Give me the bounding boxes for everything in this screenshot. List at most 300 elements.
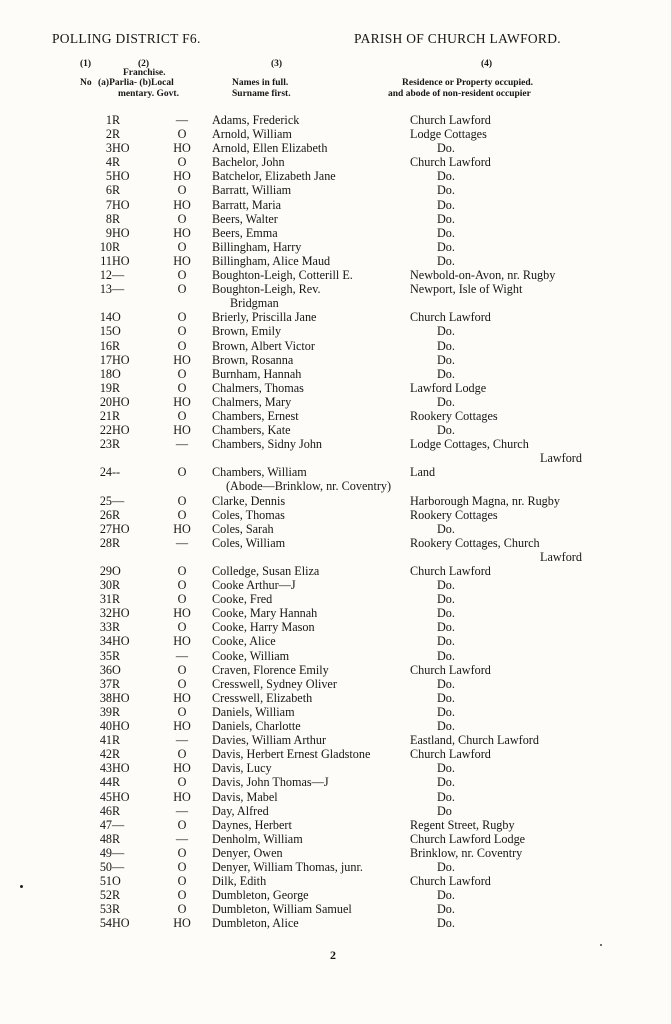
parliamentary-franchise: R bbox=[112, 902, 121, 917]
local-govt-franchise: O bbox=[177, 183, 187, 198]
elector-name: Cresswell, Elizabeth bbox=[212, 690, 313, 705]
elector-name: Brown, Rosanna bbox=[212, 352, 294, 367]
local-govt-franchise: O bbox=[177, 676, 187, 691]
residence: Land bbox=[410, 465, 436, 480]
elector-name: Daniels, Charlotte bbox=[212, 719, 301, 734]
local-govt-franchise: HO bbox=[173, 690, 191, 705]
local-govt-franchise: HO bbox=[173, 719, 191, 734]
local-govt-franchise: O bbox=[177, 380, 187, 395]
parliamentary-franchise: HO bbox=[112, 253, 130, 268]
parliamentary-franchise: R bbox=[112, 803, 121, 818]
residence: Do. bbox=[437, 211, 455, 226]
elector-number: 6 bbox=[105, 183, 112, 198]
parliamentary-franchise: HO bbox=[112, 169, 130, 184]
elector-row bbox=[0, 169, 671, 183]
elector-name: Denyer, Owen bbox=[212, 845, 283, 860]
elector-number: 27 bbox=[99, 521, 112, 536]
elector-number: 41 bbox=[99, 733, 112, 748]
residence: Do. bbox=[437, 761, 455, 776]
elector-number: 30 bbox=[99, 578, 112, 593]
elector-name: Cooke, Alice bbox=[212, 634, 276, 649]
parliamentary-franchise: -- bbox=[112, 465, 121, 480]
parliamentary-franchise: HO bbox=[112, 916, 130, 931]
elector-row bbox=[0, 705, 671, 719]
elector-number: 43 bbox=[99, 761, 112, 776]
elector-name: Chambers, Ernest bbox=[212, 408, 299, 423]
elector-number: 39 bbox=[99, 704, 112, 719]
local-govt-franchise: O bbox=[177, 366, 187, 381]
elector-row bbox=[0, 888, 671, 902]
local-govt-franchise: — bbox=[175, 535, 189, 550]
elector-name: Craven, Florence Emily bbox=[212, 662, 329, 677]
local-govt-franchise: O bbox=[177, 408, 187, 423]
parliamentary-franchise: R bbox=[112, 620, 121, 635]
residence: Do. bbox=[437, 141, 455, 156]
local-govt-franchise: HO bbox=[173, 169, 191, 184]
elector-name: Coles, Thomas bbox=[212, 507, 285, 522]
local-govt-franchise: O bbox=[177, 817, 187, 832]
residence: Church Lawford bbox=[410, 662, 491, 677]
ink-speck bbox=[600, 944, 602, 946]
residence: Do. bbox=[437, 775, 455, 790]
elector-row bbox=[0, 465, 671, 493]
elector-row bbox=[0, 494, 671, 508]
residence: Do. bbox=[437, 916, 455, 931]
elector-name: Brown, Emily bbox=[212, 324, 282, 339]
residence: Brinklow, nr. Coventry bbox=[410, 845, 523, 860]
elector-name: Beers, Walter bbox=[212, 211, 278, 226]
parliamentary-franchise: — bbox=[112, 282, 125, 297]
elector-name-continued: Bridgman bbox=[230, 296, 279, 311]
parliamentary-franchise: R bbox=[112, 211, 121, 226]
elector-row bbox=[0, 324, 671, 338]
residence: Do. bbox=[437, 253, 455, 268]
parliamentary-franchise: HO bbox=[112, 606, 130, 621]
elector-number: 23 bbox=[99, 437, 112, 452]
local-govt-franchise: O bbox=[177, 282, 187, 297]
elector-row bbox=[0, 733, 671, 747]
local-govt-franchise: O bbox=[177, 211, 187, 226]
residence: Church Lawford Lodge bbox=[410, 831, 526, 846]
residence: Church Lawford bbox=[410, 113, 491, 127]
elector-name: Arnold, William bbox=[212, 127, 292, 142]
residence: Church Lawford bbox=[410, 747, 491, 762]
parliamentary-franchise: R bbox=[112, 380, 121, 395]
elector-number: 45 bbox=[99, 789, 112, 804]
parliamentary-franchise: R bbox=[112, 648, 121, 663]
elector-row bbox=[0, 761, 671, 775]
elector-row bbox=[0, 282, 671, 310]
parliamentary-franchise: R bbox=[112, 113, 121, 127]
parliamentary-franchise: R bbox=[112, 831, 121, 846]
parliamentary-franchise: O bbox=[112, 310, 121, 325]
residence: Do. bbox=[437, 704, 455, 719]
column-number-1: (1) bbox=[80, 59, 92, 69]
local-govt-franchise: O bbox=[177, 507, 187, 522]
residence: Do. bbox=[437, 423, 455, 438]
elector-row bbox=[0, 155, 671, 169]
local-govt-franchise: HO bbox=[173, 197, 191, 212]
parliamentary-franchise: R bbox=[112, 183, 121, 198]
elector-name: Boughton-Leigh, Rev. bbox=[212, 282, 321, 297]
elector-name: Brierly, Priscilla Jane bbox=[212, 310, 317, 325]
parliamentary-franchise: HO bbox=[112, 521, 130, 536]
elector-number: 15 bbox=[99, 324, 112, 339]
residence: Do. bbox=[437, 719, 455, 734]
elector-number: 32 bbox=[99, 606, 112, 621]
elector-name: Daniels, William bbox=[212, 704, 295, 719]
elector-row bbox=[0, 606, 671, 620]
elector-number: 21 bbox=[99, 408, 112, 423]
local-govt-franchise: HO bbox=[173, 394, 191, 409]
parliamentary-franchise: — bbox=[112, 817, 125, 832]
residence: Do. bbox=[437, 394, 455, 409]
elector-row bbox=[0, 268, 671, 282]
elector-number: 7 bbox=[105, 197, 112, 212]
elector-number: 11 bbox=[100, 253, 112, 268]
elector-row bbox=[0, 790, 671, 804]
elector-name: Cooke, Harry Mason bbox=[212, 620, 315, 635]
names-header-line-2: Surname first. bbox=[232, 89, 291, 99]
elector-row bbox=[0, 649, 671, 663]
residence-header-line-1: Residence or Property occupied. bbox=[402, 78, 534, 88]
residence: Do. bbox=[437, 634, 455, 649]
elector-name: Brown, Albert Victor bbox=[212, 338, 315, 353]
ink-speck bbox=[20, 885, 23, 888]
parliamentary-franchise: HO bbox=[112, 394, 130, 409]
parliamentary-franchise: R bbox=[112, 704, 121, 719]
residence: Do. bbox=[437, 648, 455, 663]
elector-name: Cooke Arthur—J bbox=[212, 578, 296, 593]
residence: Do. bbox=[437, 366, 455, 381]
elector-number: 46 bbox=[99, 803, 112, 818]
elector-number: 48 bbox=[99, 831, 112, 846]
elector-name: Davis, Herbert Ernest Gladstone bbox=[212, 747, 371, 762]
elector-name: Dumbleton, William Samuel bbox=[212, 902, 352, 917]
parliamentary-franchise: R bbox=[112, 408, 121, 423]
local-govt-franchise: O bbox=[177, 747, 187, 762]
elector-name: Billingham, Harry bbox=[212, 239, 302, 254]
residence: Do. bbox=[437, 620, 455, 635]
residence: Do. bbox=[437, 239, 455, 254]
elector-row bbox=[0, 860, 671, 874]
elector-row bbox=[0, 916, 671, 930]
elector-number: 33 bbox=[99, 620, 112, 635]
local-govt-franchise: HO bbox=[173, 225, 191, 240]
elector-number: 1 bbox=[105, 113, 112, 127]
residence-continued: Lawford bbox=[540, 451, 582, 466]
elector-name: Batchelor, Elizabeth Jane bbox=[212, 169, 336, 184]
elector-number: 40 bbox=[99, 719, 112, 734]
elector-row bbox=[0, 240, 671, 254]
elector-name: Colledge, Susan Eliza bbox=[212, 564, 320, 578]
residence: Do. bbox=[437, 338, 455, 353]
residence: Do. bbox=[437, 197, 455, 212]
elector-row bbox=[0, 113, 671, 127]
residence: Rookery Cottages, Church bbox=[410, 535, 540, 550]
elector-row bbox=[0, 902, 671, 916]
parliamentary-franchise: HO bbox=[112, 197, 130, 212]
residence: Regent Street, Rugby bbox=[410, 817, 515, 832]
residence: Harborough Magna, nr. Rugby bbox=[410, 493, 560, 508]
elector-row bbox=[0, 381, 671, 395]
elector-name: Cooke, Mary Hannah bbox=[212, 606, 318, 621]
elector-name: Cooke, William bbox=[212, 648, 290, 663]
elector-name: Adams, Frederick bbox=[212, 113, 300, 127]
polling-district-header: POLLING DISTRICT F6. bbox=[52, 31, 201, 46]
residence: Newport, Isle of Wight bbox=[410, 282, 523, 297]
local-govt-franchise: O bbox=[177, 592, 187, 607]
elector-row bbox=[0, 578, 671, 592]
elector-name: Denholm, William bbox=[212, 831, 303, 846]
elector-number: 53 bbox=[99, 902, 112, 917]
parliamentary-franchise: HO bbox=[112, 141, 130, 156]
elector-name: Beers, Emma bbox=[212, 225, 278, 240]
residence: Do. bbox=[437, 592, 455, 607]
elector-number: 54 bbox=[99, 916, 112, 931]
elector-name: Cooke, Fred bbox=[212, 592, 273, 607]
residence-continued: Lawford bbox=[540, 549, 582, 564]
parliamentary-franchise: R bbox=[112, 535, 121, 550]
residence: Do. bbox=[437, 352, 455, 367]
residence: Do. bbox=[437, 169, 455, 184]
elector-name: Chambers, Sidny John bbox=[212, 437, 323, 452]
parliamentary-franchise: O bbox=[112, 662, 121, 677]
elector-number: 10 bbox=[99, 239, 112, 254]
parliamentary-franchise: R bbox=[112, 592, 121, 607]
elector-number: 18 bbox=[99, 366, 112, 381]
elector-row bbox=[0, 775, 671, 789]
elector-list bbox=[0, 113, 671, 930]
elector-row bbox=[0, 212, 671, 226]
elector-row bbox=[0, 536, 671, 564]
elector-number: 14 bbox=[99, 310, 112, 325]
elector-row bbox=[0, 367, 671, 381]
elector-number: 34 bbox=[99, 634, 112, 649]
names-header-line-1: Names in full. bbox=[232, 78, 289, 88]
local-govt-franchise: HO bbox=[173, 141, 191, 156]
elector-number: 22 bbox=[99, 423, 112, 438]
residence: Rookery Cottages bbox=[410, 408, 498, 423]
elector-row bbox=[0, 423, 671, 437]
residence: Church Lawford bbox=[410, 155, 491, 170]
residence: Do. bbox=[437, 521, 455, 536]
elector-row bbox=[0, 183, 671, 197]
elector-name: Clarke, Dennis bbox=[212, 493, 286, 508]
elector-name: Denyer, William Thomas, junr. bbox=[212, 859, 363, 874]
elector-number: 52 bbox=[99, 888, 112, 903]
elector-number: 42 bbox=[99, 747, 112, 762]
residence: Rookery Cottages bbox=[410, 507, 498, 522]
elector-row bbox=[0, 804, 671, 818]
local-govt-franchise: O bbox=[177, 493, 187, 508]
parliamentary-franchise: — bbox=[112, 268, 125, 283]
parliamentary-franchise: R bbox=[112, 578, 121, 593]
elector-name: Dumbleton, George bbox=[212, 888, 309, 903]
elector-name: Chambers, Kate bbox=[212, 423, 291, 438]
elector-row bbox=[0, 409, 671, 423]
elector-number: 36 bbox=[99, 662, 112, 677]
local-govt-franchise: O bbox=[177, 859, 187, 874]
elector-number: 49 bbox=[99, 845, 112, 860]
elector-name: Dumbleton, Alice bbox=[212, 916, 299, 931]
parliamentary-franchise: — bbox=[112, 493, 125, 508]
residence: Do. bbox=[437, 859, 455, 874]
elector-row bbox=[0, 226, 671, 240]
elector-number: 51 bbox=[99, 874, 112, 889]
elector-number: 29 bbox=[99, 564, 112, 578]
elector-row bbox=[0, 747, 671, 761]
elector-row bbox=[0, 395, 671, 409]
local-govt-franchise: — bbox=[175, 648, 189, 663]
elector-row bbox=[0, 832, 671, 846]
local-govt-franchise: HO bbox=[173, 521, 191, 536]
elector-name: Boughton-Leigh, Cotterill E. bbox=[212, 268, 353, 283]
elector-row bbox=[0, 254, 671, 268]
elector-name: Davies, William Arthur bbox=[212, 733, 327, 748]
parliamentary-franchise: HO bbox=[112, 761, 130, 776]
elector-row bbox=[0, 719, 671, 733]
elector-number: 47 bbox=[99, 817, 112, 832]
local-govt-franchise: O bbox=[177, 662, 187, 677]
parliamentary-franchise: HO bbox=[112, 352, 130, 367]
residence: Church Lawford bbox=[410, 310, 491, 325]
parliamentary-franchise: HO bbox=[112, 789, 130, 804]
elector-row bbox=[0, 846, 671, 860]
elector-name: Barratt, William bbox=[212, 183, 292, 198]
elector-row bbox=[0, 353, 671, 367]
residence-column-header bbox=[388, 78, 533, 100]
local-govt-franchise: O bbox=[177, 465, 187, 480]
page-number: 2 bbox=[330, 948, 336, 962]
parish-header: PARISH OF CHURCH LAWFORD. bbox=[354, 31, 561, 46]
parliamentary-franchise: HO bbox=[112, 690, 130, 705]
elector-number: 12 bbox=[99, 268, 112, 283]
local-govt-franchise: O bbox=[177, 902, 187, 917]
elector-row bbox=[0, 663, 671, 677]
franchise-title: Franchise. bbox=[123, 68, 166, 78]
residence-header-line-2: and abode of non-resident occupier bbox=[388, 89, 531, 99]
parliamentary-franchise: R bbox=[112, 888, 121, 903]
parliamentary-franchise: — bbox=[112, 845, 125, 860]
residence: Do. bbox=[437, 225, 455, 240]
elector-row bbox=[0, 508, 671, 522]
residence: Do. bbox=[437, 690, 455, 705]
residence: Do. bbox=[437, 578, 455, 593]
local-govt-franchise: — bbox=[175, 733, 189, 748]
elector-number: 17 bbox=[99, 352, 112, 367]
elector-row bbox=[0, 874, 671, 888]
elector-row bbox=[0, 437, 671, 465]
parliamentary-franchise: HO bbox=[112, 634, 130, 649]
elector-row bbox=[0, 620, 671, 634]
elector-name: Chalmers, Mary bbox=[212, 394, 292, 409]
elector-number: 16 bbox=[99, 338, 112, 353]
elector-name: Davis, Lucy bbox=[212, 761, 272, 776]
residence: Do. bbox=[437, 676, 455, 691]
elector-name: Billingham, Alice Maud bbox=[212, 253, 331, 268]
elector-name: Cresswell, Sydney Oliver bbox=[212, 676, 337, 691]
local-govt-franchise: HO bbox=[173, 916, 191, 931]
elector-number: 25 bbox=[99, 493, 112, 508]
local-govt-franchise: O bbox=[177, 704, 187, 719]
column-number-3: (3) bbox=[271, 59, 283, 69]
local-govt-franchise: O bbox=[177, 155, 187, 170]
parliamentary-franchise: O bbox=[112, 324, 121, 339]
local-govt-franchise: O bbox=[177, 268, 187, 283]
local-govt-franchise: O bbox=[177, 874, 187, 889]
elector-row bbox=[0, 310, 671, 324]
elector-row bbox=[0, 339, 671, 353]
local-govt-franchise: O bbox=[177, 564, 187, 578]
elector-number: 13 bbox=[99, 282, 112, 297]
elector-number: 3 bbox=[105, 141, 112, 156]
residence: Lawford Lodge bbox=[410, 380, 487, 395]
elector-number: 20 bbox=[99, 394, 112, 409]
elector-row bbox=[0, 677, 671, 691]
local-govt-franchise: O bbox=[177, 239, 187, 254]
local-govt-franchise: O bbox=[177, 775, 187, 790]
elector-row bbox=[0, 691, 671, 705]
residence: Do bbox=[437, 803, 452, 818]
parliamentary-franchise: O bbox=[112, 564, 121, 578]
elector-name: Dilk, Edith bbox=[212, 874, 267, 889]
local-govt-franchise: O bbox=[177, 310, 187, 325]
parliamentary-franchise: R bbox=[112, 437, 121, 452]
elector-number: 35 bbox=[99, 648, 112, 663]
elector-row bbox=[0, 127, 671, 141]
elector-number: 44 bbox=[99, 775, 112, 790]
parliamentary-franchise: HO bbox=[112, 719, 130, 734]
local-govt-franchise: — bbox=[175, 113, 189, 127]
elector-row bbox=[0, 522, 671, 536]
residence: Church Lawford bbox=[410, 874, 491, 889]
residence: Do. bbox=[437, 902, 455, 917]
elector-row bbox=[0, 564, 671, 578]
residence: Do. bbox=[437, 183, 455, 198]
elector-number: 4 bbox=[105, 155, 112, 170]
residence: Newbold-on-Avon, nr. Rugby bbox=[410, 268, 556, 283]
parliamentary-franchise: R bbox=[112, 733, 121, 748]
residence: Do. bbox=[437, 888, 455, 903]
elector-row bbox=[0, 634, 671, 648]
abode-note: (Abode—Brinklow, nr. Coventry) bbox=[226, 479, 392, 494]
residence: Eastland, Church Lawford bbox=[410, 733, 539, 748]
parliamentary-franchise: HO bbox=[112, 225, 130, 240]
local-govt-franchise: HO bbox=[173, 634, 191, 649]
column-number-4: (4) bbox=[481, 59, 493, 69]
elector-row bbox=[0, 198, 671, 212]
local-govt-franchise: HO bbox=[173, 423, 191, 438]
local-govt-franchise: — bbox=[175, 803, 189, 818]
residence: Do. bbox=[437, 324, 455, 339]
elector-number: 9 bbox=[105, 225, 112, 240]
elector-name: Davis, Mabel bbox=[212, 789, 278, 804]
elector-name: Daynes, Herbert bbox=[212, 817, 292, 832]
elector-name: Coles, William bbox=[212, 535, 286, 550]
residence: Church Lawford bbox=[410, 564, 491, 578]
parliamentary-franchise: — bbox=[112, 859, 125, 874]
parliamentary-franchise: R bbox=[112, 127, 121, 142]
elector-row bbox=[0, 141, 671, 155]
elector-name: Chambers, William bbox=[212, 465, 307, 480]
franchise-sub-line-1: (a)Parlia- (b)Local bbox=[98, 78, 174, 88]
local-govt-franchise: O bbox=[177, 845, 187, 860]
elector-number: 38 bbox=[99, 690, 112, 705]
local-govt-franchise: HO bbox=[173, 789, 191, 804]
parliamentary-franchise: O bbox=[112, 874, 121, 889]
residence: Do. bbox=[437, 606, 455, 621]
